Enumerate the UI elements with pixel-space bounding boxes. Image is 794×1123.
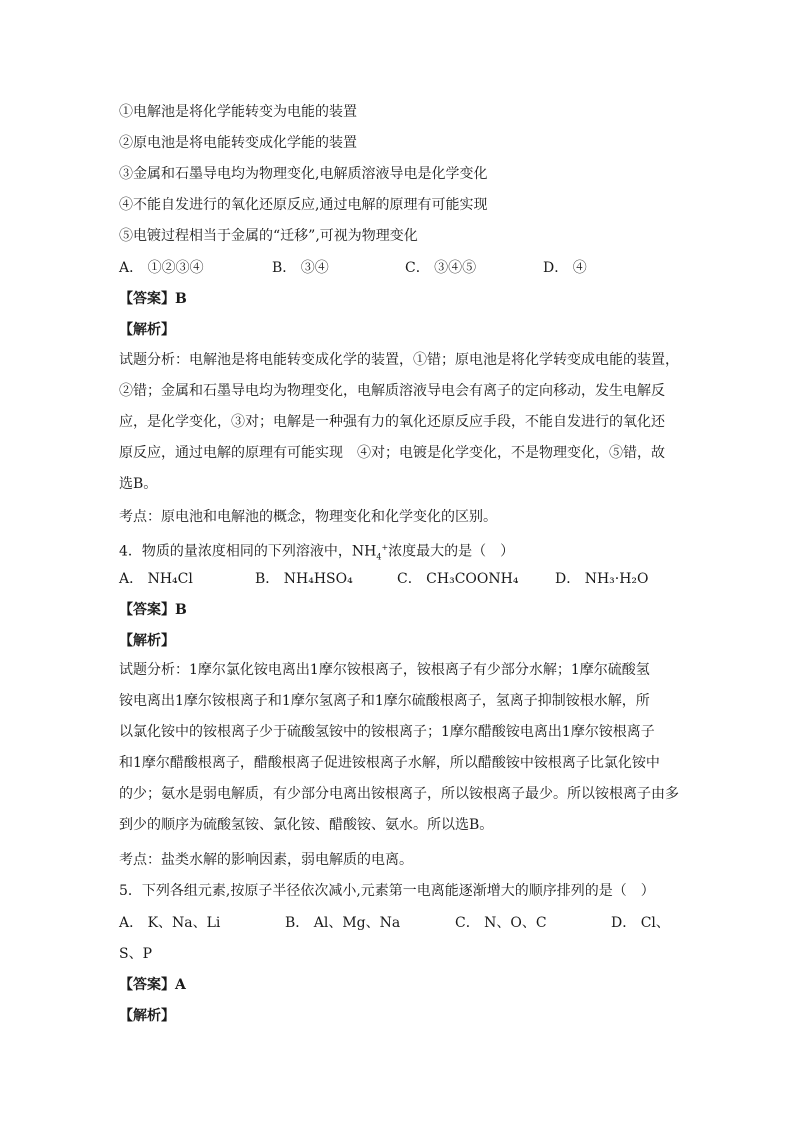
option-mark: B．	[272, 260, 297, 276]
q2-option-a	[119, 569, 193, 589]
q3-option-c	[455, 913, 547, 933]
option-mark: D．	[611, 915, 637, 931]
q1-option-a	[119, 258, 204, 278]
q2-analysis-label: 【解析】	[119, 633, 175, 649]
q3-option-d	[611, 913, 670, 933]
option-mark: B．	[255, 571, 280, 587]
analysis-line: 原反应，通过电解的原理有可能实现 ④对；电镀是化学变化，不是物理变化，⑤错，故	[119, 445, 665, 461]
q1-kaodian: 考点：原电池和电解池的概念，物理变化和化学变化的区别。	[119, 509, 497, 525]
option-text: CH₃COONH₄	[426, 571, 519, 587]
q3-stem: 5．下列各组元素,按原子半径依次减小,元素第一电离能逐渐增大的顺序排列的是（ ）	[119, 883, 655, 899]
option-mark: C．	[397, 571, 422, 587]
answer-value: A	[175, 977, 186, 993]
q2-stem	[119, 538, 515, 562]
q1-analysis-label: 【解析】	[119, 322, 175, 338]
answer-label: 【答案】	[119, 602, 175, 618]
statement-2: ②原电池是将电能转变成化学能的装置	[119, 135, 357, 151]
q3-option-b	[285, 913, 400, 933]
q1-option-c	[405, 258, 476, 278]
option-text: ④	[572, 260, 587, 276]
analysis-line: 应，是化学变化，③对；电解是一种强有力的氧化还原反应手段，不能自发进行的氧化还	[119, 414, 665, 430]
option-text: NH₃·H₂O	[584, 571, 649, 587]
analysis-line: 选B。	[119, 476, 158, 492]
q3-analysis-label: 【解析】	[119, 1008, 175, 1024]
option-text: NH₄HSO₄	[283, 571, 353, 587]
option-text: ③④	[300, 260, 329, 276]
q2-option-c	[397, 569, 518, 589]
option-text: Cl、	[640, 915, 670, 931]
statement-5: ⑤电镀过程相当于金属的“迁移”,可视为物理变化	[119, 228, 418, 244]
analysis-line: 试题分析：1摩尔氯化铵电离出1摩尔铵根离子，铵根离子有少部分水解；1摩尔硫酸氢	[119, 662, 650, 678]
option-mark: C．	[455, 915, 480, 931]
q1-option-d	[543, 258, 587, 278]
analysis-line: 的少；氨水是弱电解质，有少部分电离出铵根离子，所以铵根离子最少。所以铵根离子由多	[119, 786, 679, 802]
option-text: NH₄Cl	[147, 571, 193, 587]
q1-analysis	[119, 345, 679, 500]
stem-sub: 4	[376, 552, 382, 562]
option-mark: A．	[119, 915, 144, 931]
stem-prefix: 4．物质的量浓度相同的下列溶液中，NH	[119, 543, 377, 560]
q1-option-b	[272, 258, 329, 278]
stem-sup: +	[381, 543, 389, 552]
q2-option-b	[255, 569, 353, 589]
answer-value: B	[175, 602, 187, 618]
stem-suffix: 浓度最大的是（ ）	[388, 543, 515, 560]
option-mark: D．	[555, 571, 581, 587]
statement-4: ④不能自发进行的氧化还原反应,通过电解的原理有可能实现	[119, 197, 488, 213]
q1-answer	[119, 289, 187, 309]
option-text: Al、Mg、Na	[313, 915, 401, 931]
option-text: ①②③④	[147, 260, 204, 276]
option-mark: A．	[119, 260, 144, 276]
analysis-line: 到少的顺序为硫酸氢铵、氯化铵、醋酸铵、氨水。所以选B。	[119, 817, 494, 833]
option-text: ③④⑤	[434, 260, 477, 276]
statement-1: ①电解池是将化学能转变为电能的装置	[119, 104, 357, 120]
q3-option-a	[119, 913, 220, 933]
q2-analysis	[119, 655, 679, 841]
statement-3: ③金属和石墨导电均为物理变化,电解质溶液导电是化学变化	[119, 166, 488, 182]
q3-option-d-continued: S、P	[119, 946, 153, 962]
option-text: K、Na、Li	[147, 915, 221, 931]
option-mark: B．	[285, 915, 310, 931]
answer-value: B	[175, 291, 187, 307]
q2-kaodian: 考点：盐类水解的影响因素，弱电解质的电离。	[119, 852, 413, 868]
q2-option-d	[555, 569, 649, 589]
analysis-line: 以氯化铵中的铵根离子少于硫酸氢铵中的铵根离子；1摩尔醋酸铵电离出1摩尔铵根离子	[119, 724, 655, 740]
option-mark: C．	[405, 260, 430, 276]
q2-answer	[119, 600, 187, 620]
answer-label: 【答案】	[119, 291, 175, 307]
analysis-line: 和1摩尔醋酸根离子，醋酸根离子促进铵根离子水解，所以醋酸铵中铵根离子比氯化铵中	[119, 755, 660, 771]
option-text: N、O、C	[484, 915, 547, 931]
option-mark: D．	[543, 260, 569, 276]
analysis-line: 试题分析：电解池是将电能转变成化学的装置，①错；原电池是将化学转变成电能的装置，	[119, 352, 679, 368]
analysis-line: ②错；金属和石墨导电均为物理变化，电解质溶液导电会有离子的定向移动，发生电解反	[119, 383, 665, 399]
q3-answer	[119, 975, 186, 995]
option-mark: A．	[119, 571, 144, 587]
analysis-line: 铵电离出1摩尔铵根离子和1摩尔氢离子和1摩尔硫酸根离子，氢离子抑制铵根水解，所	[119, 693, 650, 709]
answer-label: 【答案】	[119, 977, 175, 993]
